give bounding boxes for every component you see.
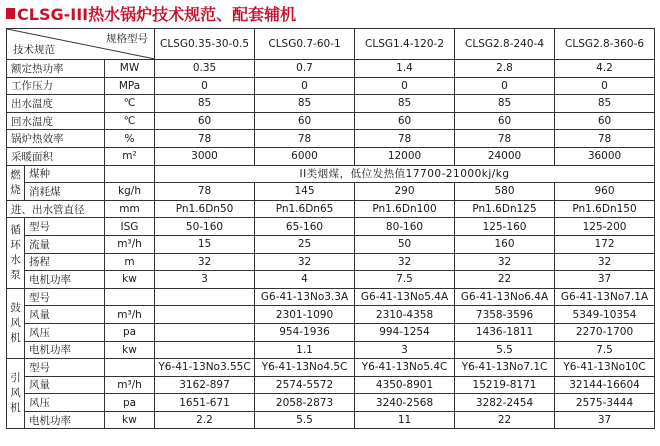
- value-cell: 7358-3596: [455, 306, 555, 324]
- header-corner-top-label: 规格型号: [106, 33, 149, 45]
- value-cell: 11: [355, 411, 455, 429]
- value-cell: 22: [455, 271, 555, 289]
- value-cell: 160: [455, 235, 555, 253]
- page-title: [6, 2, 296, 24]
- value-cell: 0: [255, 77, 355, 95]
- value-cell: G6-41-13No7.1A: [555, 288, 655, 306]
- value-cell: 172: [555, 235, 655, 253]
- value-cell: 3000: [155, 147, 255, 165]
- value-cell: 7.5: [555, 341, 655, 359]
- induced-row: [7, 394, 655, 412]
- row-unit-cell: m³/h: [105, 235, 155, 253]
- value-cell: 0.35: [155, 60, 255, 78]
- row-label-cell: 型号: [25, 218, 105, 236]
- value-cell: G6-41-13No5.4A: [355, 288, 455, 306]
- value-cell: [155, 341, 255, 359]
- pump-row: [7, 218, 655, 236]
- value-cell: 3282-2454: [455, 394, 555, 412]
- row-unit-cell: m³/h: [105, 306, 155, 324]
- row-unit-cell: kw: [105, 411, 155, 429]
- value-cell: 32: [155, 253, 255, 271]
- row-unit-cell: m: [105, 253, 155, 271]
- value-cell: 4: [255, 271, 355, 289]
- value-cell: 954-1936: [255, 323, 355, 341]
- row-unit-cell: ℃: [105, 95, 155, 113]
- value-cell: 1.4: [355, 60, 455, 78]
- value-cell: 32144-16604: [555, 376, 655, 394]
- value-cell: 5.5: [455, 341, 555, 359]
- row-unit-cell: MW: [105, 60, 155, 78]
- value-cell: 3: [155, 271, 255, 289]
- model-header-cell: CLSG0.35-30-0.5: [155, 29, 255, 60]
- value-cell: 15: [155, 235, 255, 253]
- row-label-cell: 风压: [25, 394, 105, 412]
- value-cell: 145: [255, 183, 355, 201]
- row-unit-cell: mm: [105, 200, 155, 218]
- value-cell: 22: [455, 411, 555, 429]
- row-unit-cell: ISG: [105, 218, 155, 236]
- header-corner-cell: [7, 29, 155, 60]
- row-unit-cell: m²: [105, 147, 155, 165]
- row-label-cell: 电机功率: [25, 341, 105, 359]
- value-cell: 3162-897: [155, 376, 255, 394]
- row-label-cell: 流量: [25, 235, 105, 253]
- title-square-icon: [6, 8, 15, 19]
- value-cell: 15219-8171: [455, 376, 555, 394]
- value-cell: 0: [455, 77, 555, 95]
- row-unit-cell: [105, 165, 155, 183]
- value-cell: 4.2: [555, 60, 655, 78]
- value-cell: 1436-1811: [455, 323, 555, 341]
- blower-row: [7, 288, 655, 306]
- value-cell: 2.2: [155, 411, 255, 429]
- value-cell: 0: [155, 77, 255, 95]
- value-cell: 37: [555, 271, 655, 289]
- value-cell: 290: [355, 183, 455, 201]
- spec-row: [7, 112, 655, 130]
- fuel-consumption-row: [7, 183, 655, 201]
- row-label-cell: 锅炉热效率: [7, 130, 105, 148]
- value-cell: 32: [555, 253, 655, 271]
- row-label-cell: 额定热功率: [7, 60, 105, 78]
- blower-row: [7, 323, 655, 341]
- row-label-cell: 出水温度: [7, 95, 105, 113]
- value-cell: 7.5: [355, 271, 455, 289]
- blower-row: [7, 306, 655, 324]
- value-cell: 6000: [255, 147, 355, 165]
- model-header-cell: CLSG0.7-60-1: [255, 29, 355, 60]
- value-cell: Y6-41-13No3.55C: [155, 359, 255, 377]
- value-cell: [155, 306, 255, 324]
- header-corner-bottom-label: 技术规范: [13, 44, 55, 56]
- value-cell: 0.7: [255, 60, 355, 78]
- value-cell: 32: [255, 253, 355, 271]
- row-label-cell: 消耗煤: [25, 183, 105, 201]
- value-cell: 60: [555, 112, 655, 130]
- value-cell: 85: [155, 95, 255, 113]
- value-cell: Pn1.6Dn50: [155, 200, 255, 218]
- spec-row: [7, 130, 655, 148]
- value-cell: 0: [355, 77, 455, 95]
- induced-row: [7, 359, 655, 377]
- row-unit-cell: [105, 359, 155, 377]
- row-unit-cell: ℃: [105, 112, 155, 130]
- value-cell: 2058-2873: [255, 394, 355, 412]
- row-unit-cell: MPa: [105, 77, 155, 95]
- spec-table-body: [7, 29, 655, 429]
- model-header-cell: CLSG2.8-360-6: [555, 29, 655, 60]
- pump-row: [7, 271, 655, 289]
- value-cell: Pn1.6Dn150: [555, 200, 655, 218]
- value-cell: 960: [555, 183, 655, 201]
- value-cell: 3240-2568: [355, 394, 455, 412]
- pipe-row: [7, 200, 655, 218]
- value-cell: 32: [355, 253, 455, 271]
- pump-row: [7, 253, 655, 271]
- row-label-cell: 工作压力: [7, 77, 105, 95]
- value-cell: 1.1: [255, 341, 355, 359]
- row-unit-cell: %: [105, 130, 155, 148]
- value-cell: 2270-1700: [555, 323, 655, 341]
- row-label-cell: 型号: [25, 359, 105, 377]
- value-cell: 5.5: [255, 411, 355, 429]
- row-unit-cell: pa: [105, 394, 155, 412]
- value-cell: 60: [455, 112, 555, 130]
- value-cell: 78: [155, 183, 255, 201]
- induced-row: [7, 411, 655, 429]
- model-header-cell: CLSG2.8-240-4: [455, 29, 555, 60]
- value-cell: 78: [455, 130, 555, 148]
- group-label-cell: 燃烧: [7, 165, 25, 200]
- value-cell: 85: [355, 95, 455, 113]
- value-cell: 24000: [455, 147, 555, 165]
- value-cell: 78: [155, 130, 255, 148]
- row-unit-cell: kw: [105, 341, 155, 359]
- value-cell: 50-160: [155, 218, 255, 236]
- value-cell: 25: [255, 235, 355, 253]
- value-cell: 125-160: [455, 218, 555, 236]
- coal-merged-cell: II类烟煤，低位发热值17700-21000kj/kg: [155, 165, 655, 183]
- row-unit-cell: m³/h: [105, 376, 155, 394]
- spec-row: [7, 147, 655, 165]
- value-cell: 60: [155, 112, 255, 130]
- value-cell: 85: [255, 95, 355, 113]
- value-cell: 80-160: [355, 218, 455, 236]
- value-cell: 2.8: [455, 60, 555, 78]
- induced-row: [7, 376, 655, 394]
- row-unit-cell: kg/h: [105, 183, 155, 201]
- value-cell: 65-160: [255, 218, 355, 236]
- value-cell: 85: [555, 95, 655, 113]
- value-cell: 78: [555, 130, 655, 148]
- value-cell: Pn1.6Dn100: [355, 200, 455, 218]
- row-label-cell: 风压: [25, 323, 105, 341]
- value-cell: [155, 288, 255, 306]
- induced-group-label-cell: 引风机: [7, 359, 25, 429]
- spec-row: [7, 60, 655, 78]
- spec-table: [6, 28, 655, 429]
- value-cell: 3: [355, 341, 455, 359]
- value-cell: 580: [455, 183, 555, 201]
- fuel-coal-row: [7, 165, 655, 183]
- value-cell: 36000: [555, 147, 655, 165]
- blower-group-label-cell: 鼓风机: [7, 288, 25, 358]
- value-cell: 50: [355, 235, 455, 253]
- value-cell: 60: [355, 112, 455, 130]
- row-unit-cell: pa: [105, 323, 155, 341]
- value-cell: 994-1254: [355, 323, 455, 341]
- value-cell: Y6-41-13No7.1C: [455, 359, 555, 377]
- value-cell: 37: [555, 411, 655, 429]
- row-label-cell: 风量: [25, 306, 105, 324]
- row-unit-cell: [105, 288, 155, 306]
- value-cell: 2574-5572: [255, 376, 355, 394]
- row-label-cell: 回水温度: [7, 112, 105, 130]
- value-cell: 0: [555, 77, 655, 95]
- row-label-cell: 型号: [25, 288, 105, 306]
- value-cell: 2310-4358: [355, 306, 455, 324]
- value-cell: 12000: [355, 147, 455, 165]
- row-label-cell: 采暖面积: [7, 147, 105, 165]
- row-label-cell: 扬程: [25, 253, 105, 271]
- value-cell: 32: [455, 253, 555, 271]
- value-cell: G6-41-13No3.3A: [255, 288, 355, 306]
- value-cell: 60: [255, 112, 355, 130]
- value-cell: 2575-3444: [555, 394, 655, 412]
- value-cell: 1651-671: [155, 394, 255, 412]
- row-label-cell: 进、出水管直径: [7, 200, 105, 218]
- value-cell: Pn1.6Dn125: [455, 200, 555, 218]
- model-header-cell: CLSG1.4-120-2: [355, 29, 455, 60]
- value-cell: 4350-8901: [355, 376, 455, 394]
- value-cell: G6-41-13No6.4A: [455, 288, 555, 306]
- row-label-cell: 电机功率: [25, 411, 105, 429]
- page-title-text: CLSG-III热水锅炉技术规范、配套辅机: [17, 4, 297, 24]
- value-cell: Y6-41-13No4.5C: [255, 359, 355, 377]
- value-cell: 78: [355, 130, 455, 148]
- spec-row: [7, 95, 655, 113]
- blower-row: [7, 341, 655, 359]
- value-cell: Pn1.6Dn65: [255, 200, 355, 218]
- value-cell: [155, 323, 255, 341]
- spec-row: [7, 77, 655, 95]
- value-cell: Y6-41-13No10C: [555, 359, 655, 377]
- value-cell: 85: [455, 95, 555, 113]
- row-label-cell: 风量: [25, 376, 105, 394]
- value-cell: 78: [255, 130, 355, 148]
- header-row: [7, 29, 655, 60]
- value-cell: 125-200: [555, 218, 655, 236]
- value-cell: Y6-41-13No5.4C: [355, 359, 455, 377]
- pump-row: [7, 235, 655, 253]
- value-cell: 5349-10354: [555, 306, 655, 324]
- pump-group-label-cell: 循环水泵: [7, 218, 25, 288]
- value-cell: 2301-1090: [255, 306, 355, 324]
- row-label-cell: 煤种: [25, 165, 105, 183]
- row-label-cell: 电机功率: [25, 271, 105, 289]
- row-unit-cell: kw: [105, 271, 155, 289]
